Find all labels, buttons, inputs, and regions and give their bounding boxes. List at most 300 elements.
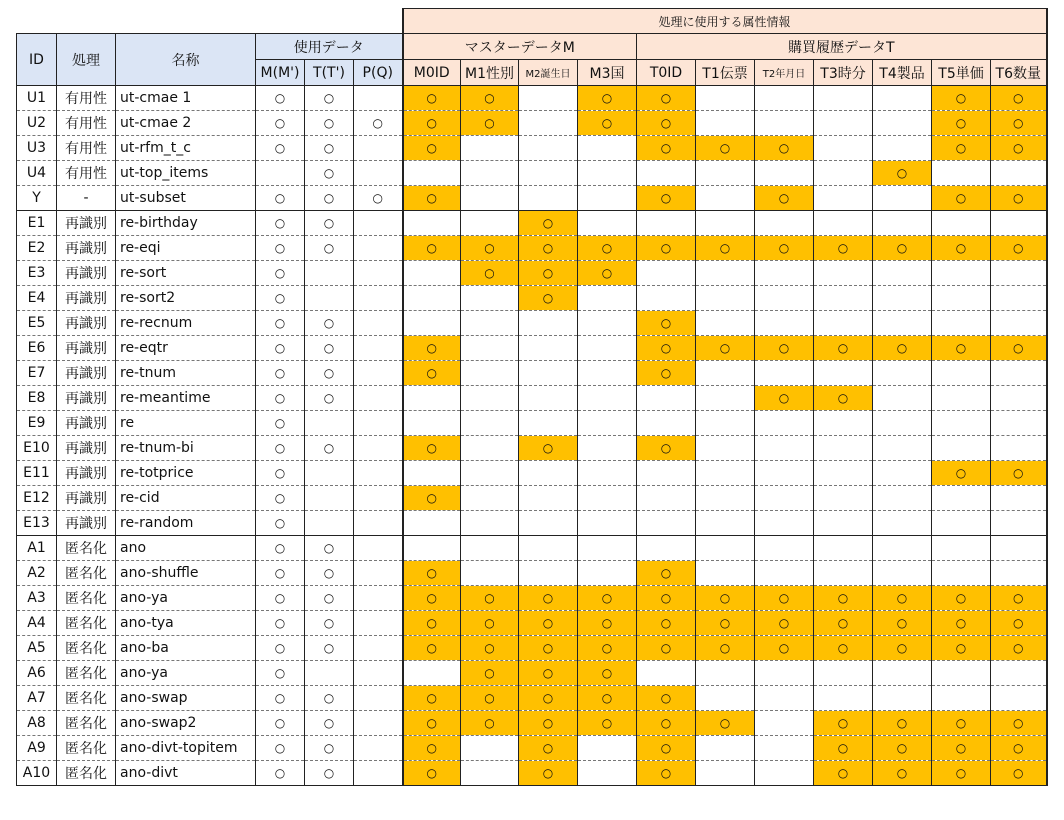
row-attr-cell-1 [461,561,519,586]
row-attr-cell-0 [403,311,461,336]
row-process-cell: 再識別 [57,486,116,511]
table-row [17,136,1047,161]
row-attr-cell-5 [696,211,755,236]
row-attr-cell-1 [461,361,519,386]
row-used-cell-1: ○ [305,536,354,561]
row-attr-cell-6 [755,211,814,236]
row-id-cell: A9 [17,736,57,761]
row-process-cell: 有用性 [57,161,116,186]
row-id-cell: E2 [17,236,57,261]
row-attr-cell-2: ○ [519,661,578,686]
row-used-cell-0: ○ [256,86,305,111]
row-attr-cell-6: ○ [755,236,814,261]
row-attr-cell-4: ○ [637,636,696,661]
row-attr-cell-4: ○ [637,311,696,336]
row-attr-cell-5 [696,761,755,786]
row-attr-cell-3 [578,511,637,536]
row-attr-cell-9 [932,486,991,511]
table-row [17,511,1047,536]
row-attr-cell-6 [755,311,814,336]
table-row [17,86,1047,111]
row-attr-cell-5 [696,561,755,586]
table-row [17,686,1047,711]
row-used-cell-0: ○ [256,336,305,361]
row-attr-cell-3 [578,361,637,386]
row-attr-cell-2: ○ [519,636,578,661]
row-used-cell-1 [305,261,354,286]
row-attr-cell-5 [696,461,755,486]
row-attr-cell-7 [814,86,873,111]
row-attr-cell-7 [814,361,873,386]
row-attr-cell-10 [991,386,1047,411]
row-attr-cell-0: ○ [403,111,461,136]
row-attr-cell-2 [519,461,578,486]
row-id-cell: A2 [17,561,57,586]
row-id-cell: U3 [17,136,57,161]
row-attr-cell-8 [873,211,932,236]
row-process-cell: 有用性 [57,136,116,161]
table-row [17,186,1047,211]
row-attr-cell-3 [578,311,637,336]
table-row [17,761,1047,786]
row-attr-cell-3: ○ [578,636,637,661]
row-used-cell-2 [354,761,403,786]
row-attr-cell-4 [637,386,696,411]
row-name-cell: re [116,411,256,436]
row-attr-cell-1 [461,736,519,761]
row-attr-cell-3: ○ [578,611,637,636]
row-attr-cell-5 [696,411,755,436]
row-attr-cell-9 [932,561,991,586]
row-attr-cell-0: ○ [403,336,461,361]
row-attr-cell-4: ○ [637,111,696,136]
row-attr-cell-0: ○ [403,611,461,636]
row-used-cell-1: ○ [305,111,354,136]
row-used-cell-2: ○ [354,186,403,211]
row-attr-cell-9: ○ [932,736,991,761]
row-used-cell-2 [354,211,403,236]
row-used-cell-1: ○ [305,611,354,636]
row-process-cell: 匿名化 [57,536,116,561]
row-attr-cell-1 [461,386,519,411]
col-header-used-0: M(M') [256,60,305,86]
row-attr-cell-7 [814,161,873,186]
row-attr-cell-0: ○ [403,186,461,211]
row-attr-cell-4: ○ [637,361,696,386]
row-used-cell-1: ○ [305,686,354,711]
row-attr-cell-3: ○ [578,261,637,286]
row-attr-cell-9: ○ [932,611,991,636]
row-attr-cell-0: ○ [403,636,461,661]
row-process-cell: 再識別 [57,436,116,461]
row-attr-cell-10: ○ [991,761,1047,786]
row-id-cell: A7 [17,686,57,711]
row-attr-cell-7: ○ [814,636,873,661]
row-attr-cell-5 [696,286,755,311]
row-attr-cell-8 [873,186,932,211]
row-attr-cell-5 [696,261,755,286]
row-attr-cell-0 [403,661,461,686]
row-process-cell: 再識別 [57,336,116,361]
row-id-cell: E7 [17,361,57,386]
header-blank [17,9,403,34]
row-attr-cell-4 [637,161,696,186]
row-id-cell: E13 [17,511,57,536]
row-attr-cell-6: ○ [755,186,814,211]
col-header-id: ID [17,34,57,86]
row-attr-cell-7 [814,436,873,461]
col-header-attr-4: T0ID [637,60,696,86]
row-process-cell: 匿名化 [57,611,116,636]
row-name-cell: ut-cmae 1 [116,86,256,111]
row-attr-cell-4: ○ [637,686,696,711]
row-attr-cell-7: ○ [814,336,873,361]
row-attr-cell-3 [578,336,637,361]
row-attr-cell-9 [932,311,991,336]
row-attr-cell-9 [932,286,991,311]
row-used-cell-1: ○ [305,561,354,586]
row-id-cell: E10 [17,436,57,461]
row-attr-cell-1: ○ [461,711,519,736]
row-used-cell-2 [354,261,403,286]
table-row [17,486,1047,511]
row-attr-cell-6 [755,736,814,761]
row-attr-cell-0: ○ [403,361,461,386]
row-attr-cell-10 [991,286,1047,311]
row-attr-cell-2 [519,411,578,436]
row-id-cell: E6 [17,336,57,361]
row-used-cell-2 [354,611,403,636]
row-attr-cell-8 [873,361,932,386]
row-used-cell-1: ○ [305,711,354,736]
row-attr-cell-9: ○ [932,186,991,211]
row-used-cell-1: ○ [305,336,354,361]
row-attr-cell-3 [578,211,637,236]
row-name-cell: ano-tya [116,611,256,636]
row-attr-cell-3 [578,386,637,411]
row-name-cell: ano [116,536,256,561]
row-attr-cell-1 [461,161,519,186]
row-process-cell: 匿名化 [57,661,116,686]
row-used-cell-0: ○ [256,586,305,611]
row-attr-cell-8 [873,661,932,686]
row-attr-cell-5 [696,686,755,711]
row-attr-cell-1: ○ [461,661,519,686]
col-header-attr-6: T2年月日 [755,60,814,86]
col-header-used-data: 使用データ [256,34,403,60]
row-attr-cell-7 [814,311,873,336]
row-id-cell: E3 [17,261,57,286]
row-attr-cell-9 [932,661,991,686]
row-attr-cell-7 [814,686,873,711]
row-attr-cell-1 [461,336,519,361]
row-attr-cell-1: ○ [461,236,519,261]
attribute-usage-table [16,8,1048,786]
row-attr-cell-5 [696,661,755,686]
row-process-cell: 再識別 [57,261,116,286]
col-header-process: 処理 [57,34,116,86]
row-used-cell-0: ○ [256,261,305,286]
row-attr-cell-0: ○ [403,436,461,461]
header-row-1 [17,34,1047,60]
row-name-cell: re-meantime [116,386,256,411]
row-used-cell-1: ○ [305,211,354,236]
row-attr-cell-6: ○ [755,136,814,161]
row-attr-cell-10 [991,536,1047,561]
row-attr-cell-9: ○ [932,111,991,136]
row-process-cell: 再識別 [57,211,116,236]
table-row [17,411,1047,436]
table-row [17,111,1047,136]
row-used-cell-1: ○ [305,86,354,111]
row-attr-cell-10 [991,561,1047,586]
table-body [17,86,1047,786]
row-attr-cell-6 [755,686,814,711]
row-attr-cell-2: ○ [519,611,578,636]
row-used-cell-1 [305,511,354,536]
row-name-cell: re-totprice [116,461,256,486]
row-used-cell-1: ○ [305,236,354,261]
row-attr-cell-10: ○ [991,111,1047,136]
row-attr-cell-6 [755,86,814,111]
row-attr-cell-2 [519,386,578,411]
row-attr-cell-0: ○ [403,561,461,586]
row-attr-cell-6 [755,461,814,486]
row-used-cell-1: ○ [305,386,354,411]
row-attr-cell-10: ○ [991,611,1047,636]
row-attr-cell-8 [873,536,932,561]
row-attr-cell-10: ○ [991,461,1047,486]
row-attr-cell-4 [637,211,696,236]
row-attr-cell-10: ○ [991,711,1047,736]
row-attr-cell-10 [991,411,1047,436]
col-header-attr-3: M3国 [578,60,637,86]
row-attr-cell-2 [519,536,578,561]
row-attr-cell-2 [519,361,578,386]
row-name-cell: re-eqi [116,236,256,261]
row-name-cell: ano-ba [116,636,256,661]
row-attr-cell-3 [578,286,637,311]
table-row [17,161,1047,186]
row-attr-cell-9 [932,361,991,386]
row-attr-cell-4 [637,486,696,511]
row-attr-cell-5 [696,436,755,461]
row-used-cell-1 [305,661,354,686]
row-attr-cell-7 [814,286,873,311]
row-name-cell: re-tnum-bi [116,436,256,461]
row-used-cell-2 [354,636,403,661]
row-attr-cell-2: ○ [519,686,578,711]
row-attr-cell-10 [991,661,1047,686]
row-used-cell-1 [305,411,354,436]
row-attr-cell-6 [755,286,814,311]
row-attr-cell-7: ○ [814,611,873,636]
row-attr-cell-2 [519,186,578,211]
row-attr-cell-6 [755,161,814,186]
row-attr-cell-3: ○ [578,111,637,136]
row-attr-cell-1 [461,761,519,786]
row-attr-cell-5 [696,486,755,511]
row-name-cell: re-random [116,511,256,536]
row-id-cell: E9 [17,411,57,436]
table-row [17,386,1047,411]
row-used-cell-0 [256,161,305,186]
row-used-cell-0: ○ [256,286,305,311]
row-name-cell: ut-subset [116,186,256,211]
row-name-cell: re-birthday [116,211,256,236]
row-attr-cell-3 [578,161,637,186]
row-attr-cell-0: ○ [403,136,461,161]
row-id-cell: A8 [17,711,57,736]
row-attr-cell-8 [873,461,932,486]
row-attr-cell-7 [814,211,873,236]
table-row [17,586,1047,611]
row-attr-cell-6 [755,486,814,511]
row-attr-cell-2 [519,486,578,511]
col-header-attr-0: M0ID [403,60,461,86]
row-attr-cell-1 [461,486,519,511]
row-attr-cell-6: ○ [755,336,814,361]
row-attr-cell-5: ○ [696,586,755,611]
row-attr-cell-1 [461,311,519,336]
row-used-cell-2 [354,236,403,261]
col-header-attr-8: T4製品 [873,60,932,86]
row-attr-cell-5 [696,311,755,336]
row-attr-cell-6: ○ [755,386,814,411]
row-attr-cell-8 [873,686,932,711]
row-name-cell: ano-shuffle [116,561,256,586]
row-attr-cell-2: ○ [519,761,578,786]
row-attr-cell-7: ○ [814,386,873,411]
row-process-cell: 再識別 [57,236,116,261]
row-attr-cell-8: ○ [873,611,932,636]
row-attr-cell-4 [637,536,696,561]
row-attr-cell-3 [578,561,637,586]
row-attr-cell-0 [403,161,461,186]
row-attr-cell-2 [519,86,578,111]
table-row [17,461,1047,486]
row-attr-cell-8: ○ [873,711,932,736]
row-used-cell-2 [354,311,403,336]
row-attr-cell-8 [873,86,932,111]
row-attr-cell-10: ○ [991,86,1047,111]
row-attr-cell-4: ○ [637,736,696,761]
row-process-cell: 匿名化 [57,636,116,661]
row-attr-cell-8: ○ [873,636,932,661]
row-attr-cell-10 [991,261,1047,286]
row-used-cell-0: ○ [256,736,305,761]
row-name-cell: ano-ya [116,586,256,611]
row-attr-cell-2 [519,336,578,361]
row-used-cell-1: ○ [305,136,354,161]
row-attr-cell-10 [991,486,1047,511]
row-used-cell-1: ○ [305,311,354,336]
row-used-cell-2 [354,361,403,386]
row-attr-cell-4: ○ [637,761,696,786]
row-attr-cell-0 [403,411,461,436]
row-id-cell: A10 [17,761,57,786]
row-attr-cell-7 [814,486,873,511]
table-row [17,736,1047,761]
row-attr-cell-6 [755,361,814,386]
row-attr-cell-6 [755,261,814,286]
table-row [17,661,1047,686]
row-attr-cell-3: ○ [578,236,637,261]
row-process-cell: 匿名化 [57,761,116,786]
row-attr-cell-1: ○ [461,261,519,286]
col-header-attr-7: T3時分 [814,60,873,86]
row-name-cell: re-tnum [116,361,256,386]
row-attr-cell-3 [578,136,637,161]
row-attr-cell-0 [403,536,461,561]
row-attr-cell-9: ○ [932,586,991,611]
row-attr-cell-0 [403,261,461,286]
row-process-cell: 再識別 [57,286,116,311]
row-attr-cell-9 [932,386,991,411]
row-used-cell-1: ○ [305,636,354,661]
row-attr-cell-6: ○ [755,586,814,611]
row-attr-cell-1 [461,436,519,461]
row-used-cell-0: ○ [256,136,305,161]
table-row [17,711,1047,736]
row-attr-cell-8 [873,386,932,411]
row-attr-cell-4: ○ [637,236,696,261]
row-used-cell-1: ○ [305,161,354,186]
row-used-cell-0: ○ [256,411,305,436]
row-attr-cell-7 [814,661,873,686]
row-used-cell-1 [305,286,354,311]
row-used-cell-0: ○ [256,386,305,411]
row-used-cell-0: ○ [256,761,305,786]
row-attr-cell-4: ○ [637,86,696,111]
row-attr-cell-6 [755,661,814,686]
row-attr-cell-3: ○ [578,686,637,711]
row-attr-cell-7: ○ [814,236,873,261]
row-attr-cell-0 [403,511,461,536]
row-attr-cell-7 [814,561,873,586]
row-attr-cell-0: ○ [403,586,461,611]
row-used-cell-2 [354,436,403,461]
row-used-cell-0: ○ [256,186,305,211]
row-name-cell: ut-rfm_t_c [116,136,256,161]
row-used-cell-0: ○ [256,561,305,586]
row-id-cell: E1 [17,211,57,236]
row-attr-cell-2 [519,561,578,586]
row-id-cell: E11 [17,461,57,486]
row-attr-cell-2 [519,111,578,136]
row-attr-cell-1 [461,286,519,311]
row-attr-cell-7 [814,511,873,536]
col-header-attr-5: T1伝票 [696,60,755,86]
row-attr-cell-0: ○ [403,686,461,711]
row-used-cell-0: ○ [256,611,305,636]
row-attr-cell-0 [403,211,461,236]
row-process-cell: 有用性 [57,86,116,111]
table-row [17,536,1047,561]
table-row [17,636,1047,661]
row-attr-cell-0 [403,386,461,411]
row-attr-cell-6: ○ [755,611,814,636]
row-used-cell-2 [354,411,403,436]
row-attr-cell-9 [932,261,991,286]
row-attr-cell-3 [578,486,637,511]
row-name-cell: ano-divt-topitem [116,736,256,761]
row-attr-cell-8 [873,486,932,511]
row-attr-cell-4: ○ [637,711,696,736]
row-attr-cell-1 [461,461,519,486]
row-attr-cell-3: ○ [578,586,637,611]
row-id-cell: U1 [17,86,57,111]
